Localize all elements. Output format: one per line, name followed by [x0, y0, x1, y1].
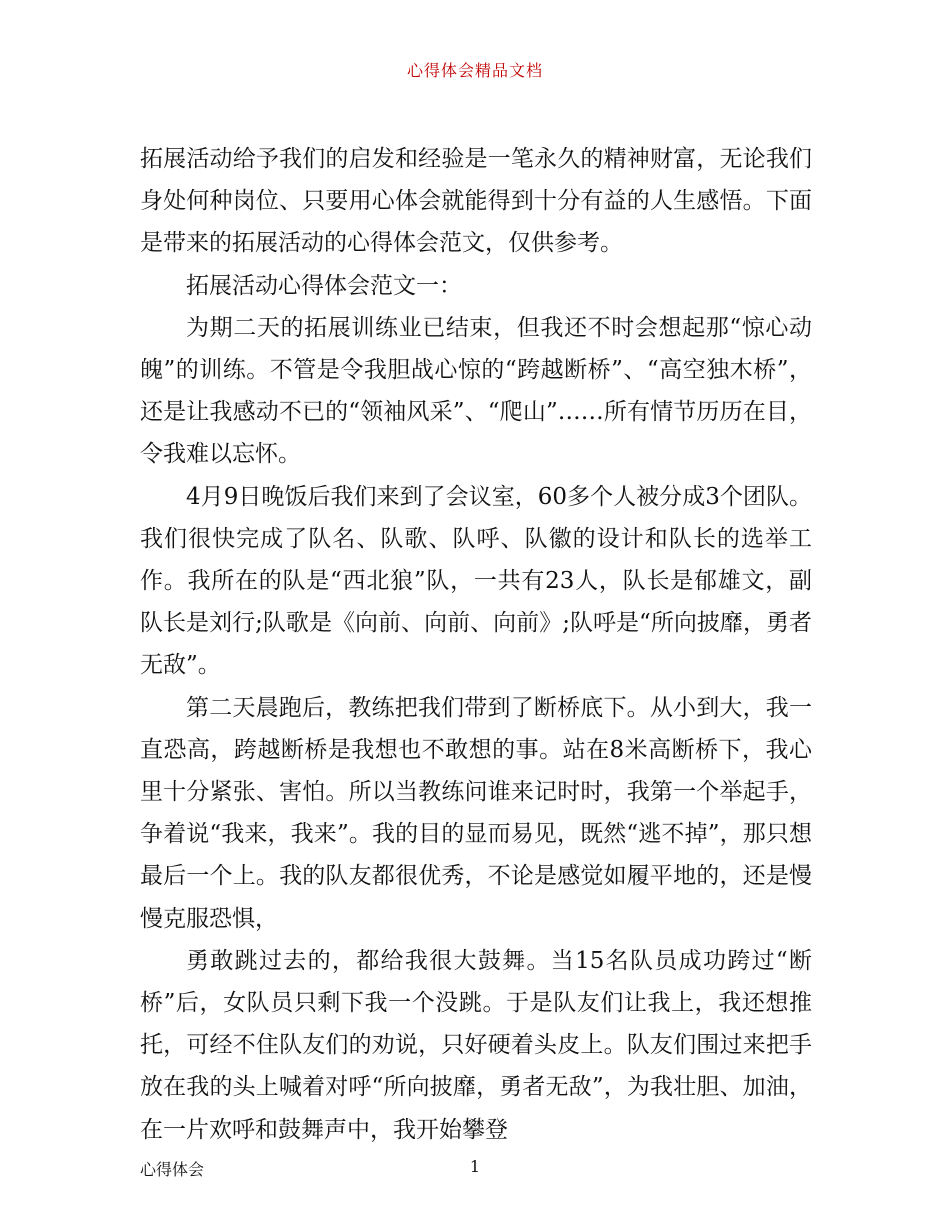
header-title: 心得体会精品文档 [406, 61, 543, 80]
paragraph-section-heading: 拓展活动心得体会范文一： [186, 272, 462, 299]
paragraph: 第二天晨跑后，教练把我们带到了断桥底下。从小到大，我一直恐高，跨越断桥是我想也不敢想的事。站在8米高断桥下，我心里十分紧张、害怕。所以当教练问谁来记时时，我第一个举起手，争着说“我来，我来”。我的目的显而易见，既然“逃不掉”，那只想最后一个上。我的队友都很优秀，不论是感觉如履平地的，还是慢慢克服恐惧， [140, 694, 812, 932]
paragraph: 为期二天的拓展训练业已结束，但我还不时会想起那“惊心动魄”的训练。不管是令我胆战心惊的“跨越断桥”、“高空独木桥”，还是让我感动不已的“领袖风采”、“爬山”……所有情节历历在目，令我难以忘怀。 [140, 314, 812, 468]
document-body [140, 138, 812, 1151]
paragraph-intro: 拓展活动给予我们的启发和经验是一笔永久的精神财富，无论我们身处何种岗位、只要用心体会就能得到十分有益的人生感悟。下面是带来的拓展活动的心得体会范文，仅供参考。 [140, 146, 812, 257]
paragraph: 勇敢跳过去的，都给我很大鼓舞。当15名队员成功跨过“断桥”后，女队员只剩下我一个没跳。于是队友们让我上，我还想推托，可经不住队友们的劝说，只好硬着头皮上。队友们围过来把手放在我的头上喊着对呼“所向披靡，勇者无敌”，为我壮胆、加油，在一片欢呼和鼓舞声中，我开始攀登 [140, 947, 812, 1143]
page-number: 1 [469, 1157, 481, 1176]
paragraph: 4月9日晚饭后我们来到了会议室，60多个人被分成3个团队。我们很快完成了队名、队歌、队呼、队徽的设计和队长的选举工作。我所在的队是“西北狼”队，一共有23人，队长是郁雄文，副队长是刘行;队歌是《向前、向前、向前》;队呼是“所向披靡，勇者无敌”。 [140, 483, 812, 679]
footer-label: 心得体会 [140, 1160, 205, 1179]
